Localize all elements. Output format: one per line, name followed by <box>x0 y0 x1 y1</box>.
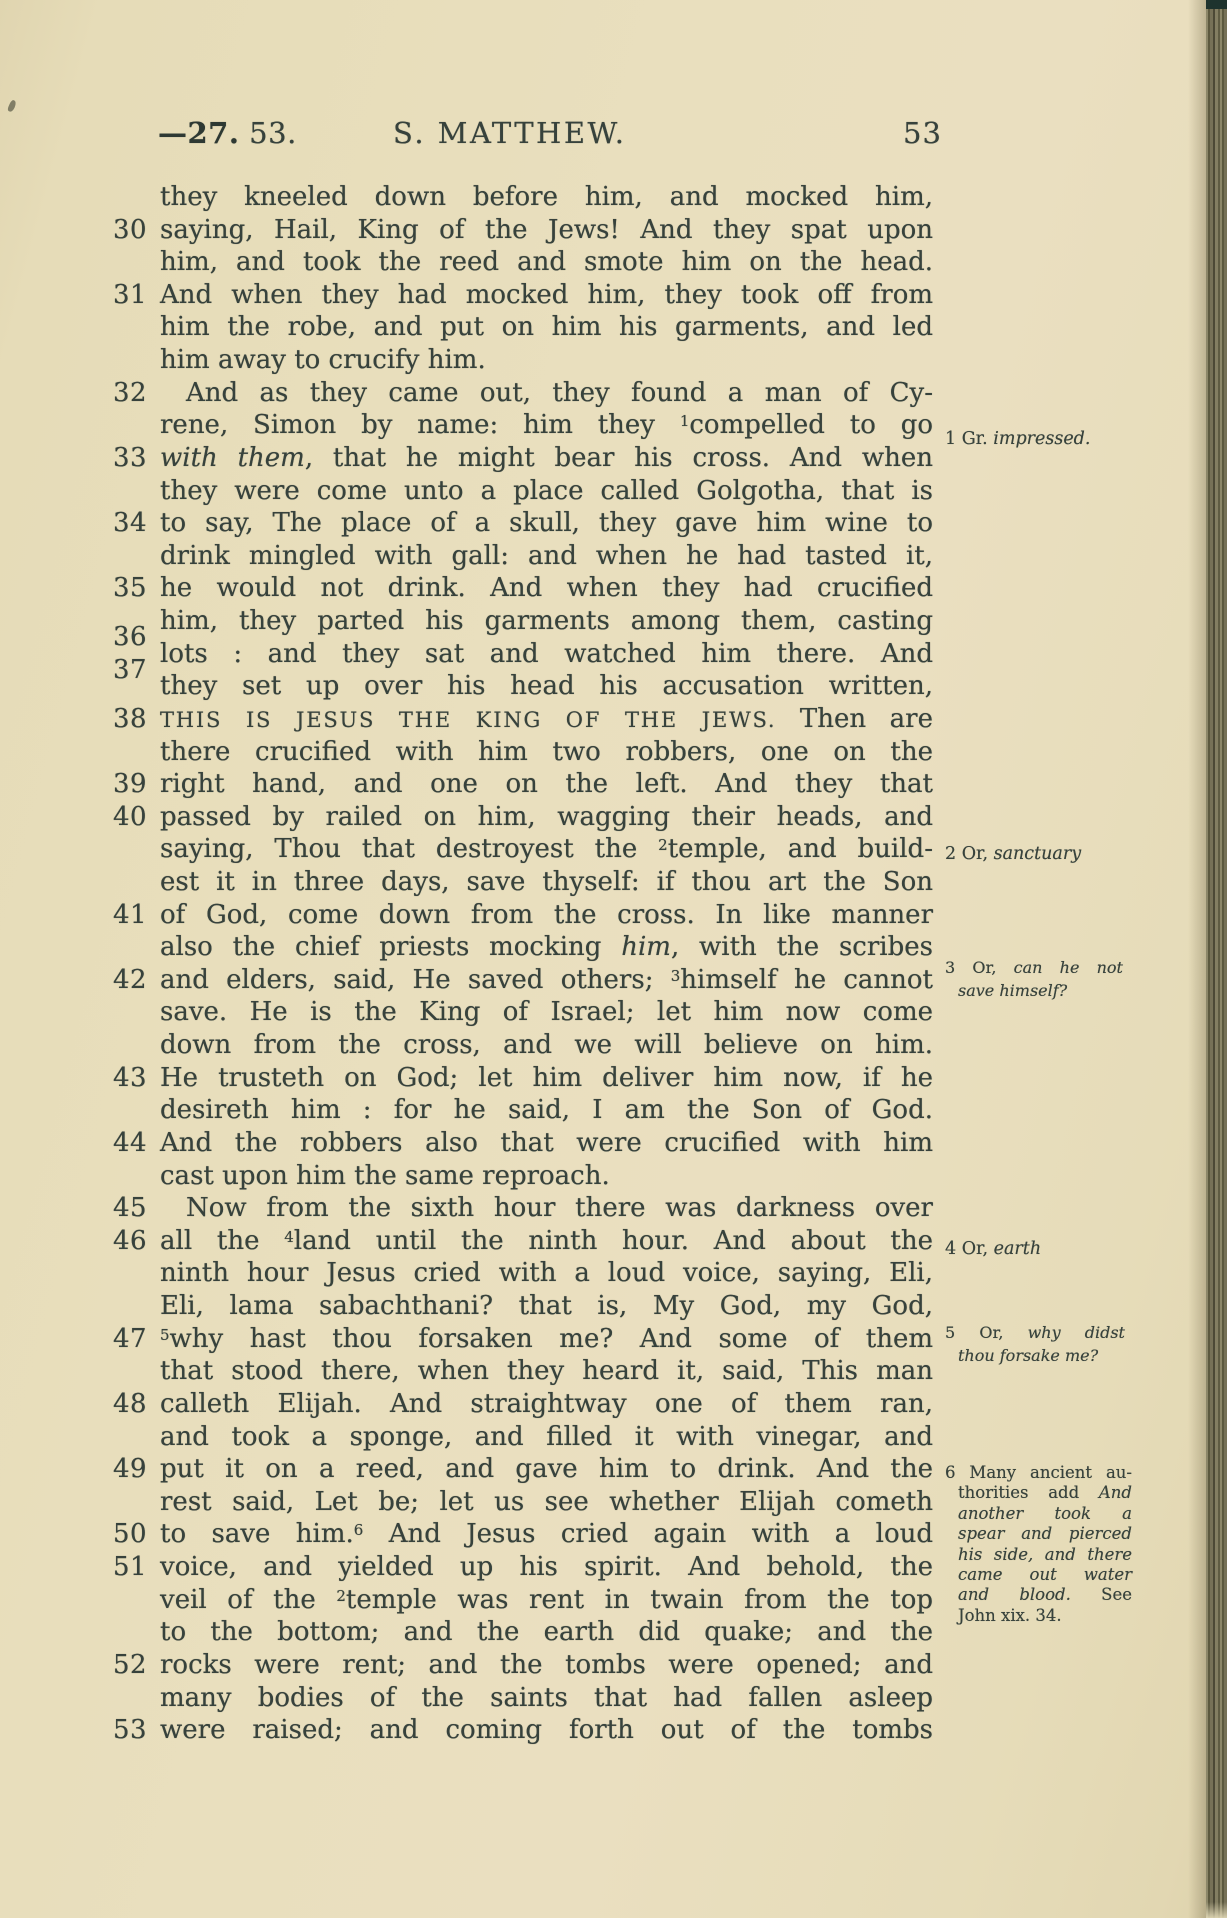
margin-note-line <box>945 1524 1132 1544</box>
verse-number: 33 <box>113 443 148 473</box>
text-segment: est it in three days, save thyself: if thou art the Son <box>160 867 933 897</box>
text-segment: See <box>1070 1585 1132 1605</box>
text-segment: can he not <box>1013 958 1123 977</box>
verse-number: 41 <box>113 900 148 930</box>
verse-number: 36 <box>113 622 148 652</box>
text-segment: they kneeled down before him, and mocked him, <box>160 182 933 212</box>
text-segment: and blood. <box>958 1585 1071 1605</box>
footnote-marker: 5 <box>160 1326 170 1345</box>
text-segment: all the <box>160 1226 285 1256</box>
body-line <box>113 1518 934 1552</box>
text-segment: Eli, lama sabachthani? that is, My God, my God, <box>160 1291 933 1321</box>
body-line <box>160 344 933 378</box>
text-segment: he would not drink. And when they had crucified <box>160 573 933 603</box>
book-page-edges <box>1206 0 1227 1918</box>
text-segment: why hast thou forsaken me? And some of them <box>169 1324 933 1354</box>
body-line <box>160 1290 933 1324</box>
body-line <box>113 899 933 933</box>
text-segment: land until the ninth hour. And about the <box>293 1226 933 1256</box>
book-title: S. MATTHEW. <box>393 116 627 150</box>
body-line <box>113 377 933 411</box>
text-segment: and took a sponge, and filled it with vinegar, and <box>160 1422 933 1452</box>
text-segment: of God, come down from the cross. In like manner <box>160 900 933 930</box>
verse-number: 53 <box>113 1715 148 1745</box>
text-segment: they set up over his head his accusation written, <box>160 671 933 701</box>
text-segment: John xix. 34. <box>958 1605 1062 1625</box>
verse-number: 48 <box>113 1389 148 1419</box>
body-line <box>160 311 933 345</box>
text-segment: And as they came out, they found a man of Cy- <box>160 378 933 408</box>
body-line <box>160 1094 933 1128</box>
text-segment: thou forsake me? <box>958 1346 1099 1365</box>
margin-note <box>945 843 1145 865</box>
verse-number: 39 <box>113 769 148 799</box>
text-segment: right hand, and one on the left. And they that <box>160 769 933 799</box>
body-line <box>113 1551 933 1585</box>
margin-note-line <box>945 979 1123 1002</box>
text-segment: to save him. <box>160 1519 354 1549</box>
body-line <box>160 1616 933 1650</box>
footnote-marker: 2 <box>658 836 668 855</box>
text-segment: And Jesus cried again with a loud <box>363 1519 934 1549</box>
text-segment: ninth hour Jesus cried with a loud voice, saying, Eli, <box>160 1258 933 1288</box>
body-line <box>113 605 933 652</box>
text-segment: another took a <box>958 1503 1132 1523</box>
margin-note-line <box>945 956 1123 979</box>
text-segment: himself he cannot <box>680 965 934 995</box>
text-segment: there crucified with him two robbers, one on the <box>160 737 933 767</box>
verse-number: 35 <box>113 573 148 603</box>
text-segment: him, and took the reed and smote him on the head. <box>160 247 933 277</box>
margin-note-line <box>945 1585 1132 1605</box>
body-line <box>113 801 933 835</box>
text-segment: 2 Or, <box>945 844 994 864</box>
footnote-marker: 4 <box>284 1228 294 1247</box>
text-segment: and elders, said, He saved others; <box>160 965 671 995</box>
text-segment: saying, Hail, King of the Jews! And they spat upon <box>160 215 933 245</box>
body-line <box>113 214 933 248</box>
text-segment: , with the scribes <box>670 932 933 962</box>
text-segment: And when they had mocked him, they took off from <box>160 280 933 310</box>
text-segment: they were come unto a place called Golgotha, that is <box>160 476 933 506</box>
text-segment: lots : and they sat and watched him there. And <box>160 639 933 669</box>
text-segment: also the chief priests mocking <box>160 932 622 962</box>
chapter-reference-rest: 53. <box>239 116 297 150</box>
page-number: 53 <box>903 116 942 150</box>
body-line <box>160 1355 933 1389</box>
verse-number: 47 <box>113 1324 148 1354</box>
verse-number: 51 <box>113 1552 148 1582</box>
body-line <box>160 670 933 704</box>
text-segment: to the bottom; and the earth did quake; and the <box>160 1617 933 1647</box>
text-segment: with them <box>160 443 305 473</box>
text-segment: saying, Thou that destroyest the <box>160 834 659 864</box>
body-line <box>160 833 933 867</box>
text-segment: 5 Or, <box>945 1323 1028 1342</box>
text-segment: desireth him : for he said, I am the Son of God. <box>160 1095 933 1125</box>
text-segment: rest said, Let be; let us see whether Elijah cometh <box>160 1487 933 1517</box>
verse-number: 30 <box>113 215 148 245</box>
margin-note-line <box>945 1463 1132 1483</box>
text-segment: to say, The place of a skull, they gave him wine to <box>160 508 933 538</box>
text-segment: calleth Elijah. And straightway one of them ran, <box>160 1389 933 1419</box>
body-line <box>113 1225 933 1259</box>
text-segment: thorities add <box>958 1483 1099 1503</box>
text-segment: save. He is the King of Israel; let him now come <box>160 997 933 1027</box>
text-segment: save himself? <box>958 981 1068 1000</box>
text-segment: , that he might bear his cross. And when <box>304 443 934 473</box>
verse-number: 50 <box>113 1519 148 1549</box>
body-line <box>113 638 933 685</box>
margin-note-line <box>945 1483 1132 1503</box>
text-segment: him away to crucify him. <box>160 345 486 375</box>
text-segment: why didst <box>1027 1323 1125 1342</box>
margin-note <box>945 1463 1132 1626</box>
text-segment: down from the cross, and we will believe on him. <box>160 1030 933 1060</box>
text-segment: Then are <box>776 704 933 734</box>
text-segment: earth <box>993 1239 1042 1259</box>
margin-note-line <box>945 1606 1132 1626</box>
verse-number: 44 <box>113 1128 148 1158</box>
margin-note <box>945 428 1145 450</box>
book-page-edges-bottom-fade <box>1206 1902 1227 1918</box>
page-edge-shadow <box>1188 0 1206 1918</box>
text-segment: 4 Or, <box>945 1239 994 1259</box>
book-page-edges-top-dark <box>1206 0 1227 9</box>
text-segment: 1 Gr. <box>945 429 994 449</box>
text-segment: rene, Simon by name: him they <box>160 410 680 440</box>
margin-note-line <box>945 1344 1125 1367</box>
body-line <box>160 1029 933 1063</box>
text-segment: And the robbers also that were crucified with him <box>160 1128 933 1158</box>
text-segment: impressed. <box>993 429 1091 449</box>
verse-number: 34 <box>113 508 148 538</box>
verse-number: 38 <box>113 704 148 734</box>
text-segment: passed by railed on him, wagging their heads, and <box>160 802 933 832</box>
verse-number: 42 <box>113 965 148 995</box>
body-line <box>160 1421 933 1455</box>
verse-number: 46 <box>113 1226 148 1256</box>
text-segment: many bodies of the saints that had fallen asleep <box>160 1683 933 1713</box>
body-line <box>113 1127 933 1161</box>
margin-note <box>945 956 1123 1002</box>
body-line <box>113 1062 933 1096</box>
verse-number: 32 <box>113 378 148 408</box>
body-line <box>160 1584 933 1618</box>
body-line <box>113 703 933 737</box>
body-line <box>113 1453 933 1487</box>
footnote-marker: 1 <box>679 412 690 431</box>
body-line <box>160 931 933 965</box>
verse-number: 45 <box>113 1193 148 1223</box>
text-segment: that stood there, when they heard it, said, This man <box>160 1356 933 1386</box>
text-segment: him <box>621 932 671 962</box>
text-segment: put it on a reed, and gave him to drink. And the <box>160 1454 933 1484</box>
body-line <box>160 736 933 770</box>
text-segment: Now from the sixth hour there was darkness over <box>160 1193 933 1223</box>
body-line <box>160 475 933 509</box>
text-segment: voice, and yielded up his spirit. And behold, the <box>160 1552 933 1582</box>
text-segment: drink mingled with gall: and when he had tasted it, <box>160 541 933 571</box>
text-segment: 3 Or, <box>945 958 1014 977</box>
margin-notes-column <box>945 0 1191 1918</box>
body-line <box>160 1486 933 1520</box>
margin-note <box>945 1238 1145 1260</box>
body-line <box>113 768 933 802</box>
body-line <box>160 866 933 900</box>
text-segment: were raised; and coming forth out of the tombs <box>160 1715 933 1745</box>
body-line <box>160 181 933 215</box>
verse-number: 40 <box>113 802 148 832</box>
body-line <box>113 1714 933 1748</box>
body-line <box>113 1192 933 1226</box>
verse-number: 52 <box>113 1650 148 1680</box>
text-segment: came out water <box>958 1565 1132 1585</box>
text-segment: his side, and there <box>958 1544 1132 1564</box>
margin-note-line <box>945 1565 1132 1585</box>
body-line <box>113 507 933 541</box>
body-line <box>160 996 933 1030</box>
margin-note <box>945 1321 1125 1367</box>
body-line <box>160 540 933 574</box>
verse-number: 43 <box>113 1063 148 1093</box>
body-line <box>160 1682 933 1716</box>
footnote-marker: 2 <box>336 1587 346 1606</box>
text-segment: rocks were rent; and the tombs were opened; and <box>160 1650 933 1680</box>
body-line <box>113 442 934 476</box>
verse-number: 49 <box>113 1454 148 1484</box>
footnote-marker: 6 <box>353 1521 364 1540</box>
footnote-marker: 3 <box>670 967 681 986</box>
body-line <box>113 572 933 606</box>
verse-number: 37 <box>113 655 148 685</box>
text-segment: spear and pierced <box>958 1524 1132 1544</box>
text-segment: him, they parted his garments among them, casting <box>160 606 933 636</box>
body-line <box>160 409 933 443</box>
text-segment: He trusteth on God; let him deliver him now, if he <box>160 1063 933 1093</box>
verse-number: 31 <box>113 280 148 310</box>
text-segment: veil of the <box>160 1585 337 1615</box>
text-segment: cast upon him the same reproach. <box>160 1161 610 1191</box>
body-line <box>113 964 934 998</box>
text-segment: sanctuary <box>993 844 1082 864</box>
body-line <box>113 1388 933 1422</box>
body-line <box>113 1649 933 1683</box>
body-line <box>160 1257 933 1291</box>
text-segment: THIS IS JESUS THE KING OF THE JEWS. <box>160 708 777 732</box>
margin-note-line <box>945 428 1145 450</box>
text-segment: temple was rent in twain from the top <box>345 1585 933 1615</box>
text-segment: And <box>1098 1483 1132 1503</box>
margin-note-line <box>945 1545 1132 1565</box>
margin-note-line <box>945 1504 1132 1524</box>
text-segment: 6 Many ancient au- <box>945 1463 1132 1482</box>
margin-note-line <box>945 843 1145 865</box>
margin-note-line <box>945 1238 1145 1260</box>
chapter-reference-bold: —27. <box>158 116 240 150</box>
text-segment: him the robe, and put on him his garments, and led <box>160 312 933 342</box>
body-line <box>160 1160 933 1194</box>
body-line <box>113 1323 933 1357</box>
body-line <box>160 246 933 280</box>
text-segment: compelled to go <box>689 410 933 440</box>
text-segment: temple, and build- <box>667 834 933 864</box>
body-line <box>113 279 933 313</box>
margin-note-line <box>945 1321 1125 1344</box>
